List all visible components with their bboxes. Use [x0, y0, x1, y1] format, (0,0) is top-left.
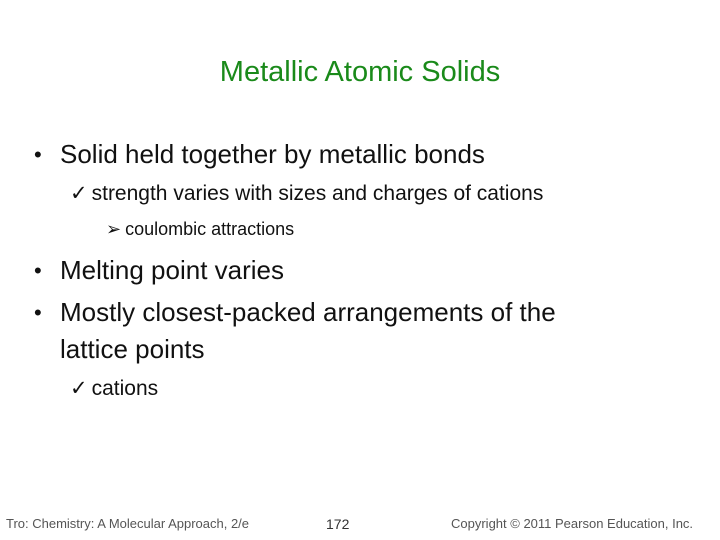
bullet-text: Solid held together by metallic bonds	[60, 139, 485, 169]
bullet-text: Mostly closest-packed arrangements of the	[60, 297, 556, 327]
sub-bullet-text: cations	[91, 377, 159, 400]
bullet-icon: •	[34, 142, 42, 167]
sub-bullet	[70, 376, 158, 401]
page-number: 172	[326, 516, 350, 532]
bullet-text: Melting point varies	[60, 255, 284, 285]
sub-bullet-text: strength varies with sizes and charges of cations	[91, 182, 544, 205]
footer-left: Tro: Chemistry: A Molecular Approach, 2/e	[6, 516, 250, 531]
bullet-icon: •	[34, 300, 42, 325]
sub-bullet	[70, 181, 543, 206]
checkmark-icon: ✓	[70, 182, 88, 205]
slide-title	[0, 56, 720, 89]
footer-right: Copyright © 2011 Pearson Education, Inc.	[451, 516, 694, 531]
checkmark-icon: ✓	[70, 377, 88, 400]
sub-sub-bullet-text: coulombic attractions	[125, 219, 295, 239]
arrowhead-icon: ➢	[106, 219, 122, 239]
slide-title-text: Metallic Atomic Solids	[219, 56, 501, 88]
sub-sub-bullet	[106, 219, 294, 240]
bullet-text-continued: lattice points	[60, 334, 205, 364]
bullet-icon: •	[34, 258, 42, 283]
